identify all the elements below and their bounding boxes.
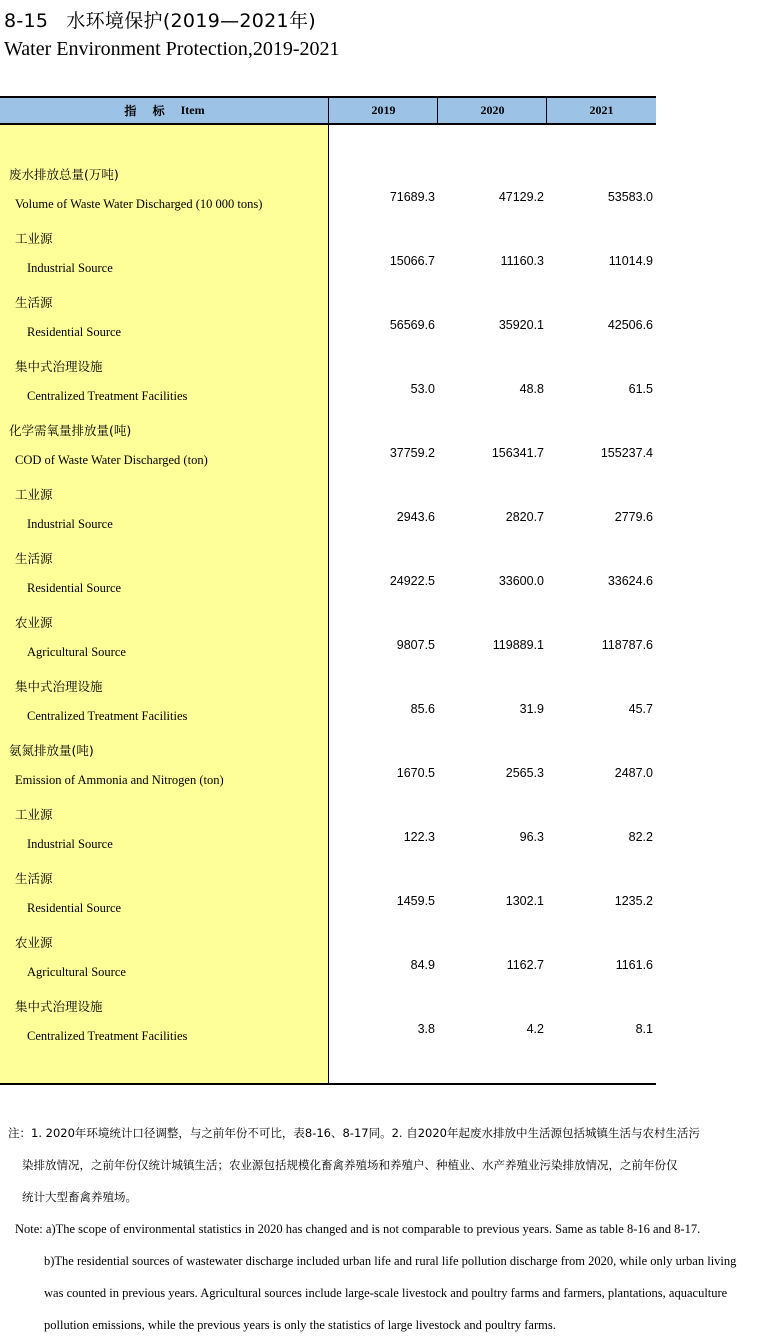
note-en-line-3: was counted in previous years. Agricultural sources include large-scale livestock and poultry farms and farmers, plantations, aquaculture	[44, 1286, 728, 1300]
row-label-cn: 工业源	[15, 231, 53, 246]
row-label-en: Agricultural Source	[27, 645, 126, 659]
table-bottom-rule	[0, 1083, 656, 1085]
cell-2020: 156341.7	[491, 446, 544, 460]
row-label-cn: 废水排放总量(万吨)	[9, 167, 119, 182]
cell-2020: 2820.7	[505, 510, 544, 524]
row-label-en: Industrial Source	[27, 837, 113, 851]
note-cn-line-3: 统计大型畜禽养殖场。	[22, 1190, 137, 1204]
row-label-en: Centralized Treatment Facilities	[27, 389, 188, 403]
header-divider	[546, 96, 547, 125]
row-label-cn: 生活源	[15, 871, 53, 886]
header-year-2019: 2019	[371, 103, 396, 117]
cell-2020: 33600.0	[498, 574, 544, 588]
cell-2019: 84.9	[410, 958, 435, 972]
row-label-en: Residential Source	[27, 325, 122, 339]
cell-2019: 9807.5	[396, 638, 435, 652]
cell-2021: 42506.6	[607, 318, 653, 332]
cell-2021: 61.5	[628, 382, 653, 396]
row-label-en: Volume of Waste Water Discharged (10 000 tons)	[15, 197, 263, 211]
cell-2021: 2779.6	[614, 510, 653, 524]
row-label-cn: 工业源	[15, 807, 53, 822]
cell-2019: 122.3	[403, 830, 435, 844]
cell-2019: 37759.2	[389, 446, 435, 460]
cell-2020: 1162.7	[506, 958, 544, 972]
cell-2019: 85.6	[410, 702, 435, 716]
note-cn-line-2: 染排放情况，之前年份仅统计城镇生活；农业源包括规模化畜禽养殖场和养殖户、种植业、水产养殖业污染排放情况，之前年份仅	[22, 1158, 678, 1172]
table-number: 8-15	[4, 10, 49, 32]
cell-2020: 47129.2	[498, 190, 544, 204]
cell-2019: 1459.5	[396, 894, 435, 908]
cell-2021: 118787.6	[601, 638, 653, 652]
column-divider	[328, 96, 329, 1084]
cell-2019: 56569.6	[389, 318, 435, 332]
note-en-line-1: Note: a)The scope of environmental statistics in 2020 has changed and is not comparable to previous years. Same as table 8-16 and 8-17.	[15, 1222, 701, 1236]
cell-2020: 1302.1	[505, 894, 544, 908]
page-title-cn	[4, 6, 316, 33]
cell-2020: 48.8	[519, 382, 544, 396]
title-cn-text: 水环境保护(2019—2021年)	[66, 10, 316, 32]
cell-2020: 119889.1	[492, 638, 544, 652]
row-label-cn: 生活源	[15, 295, 53, 310]
cell-2021: 82.2	[628, 830, 653, 844]
row-label-en: Residential Source	[27, 581, 122, 595]
row-label-cn: 农业源	[15, 615, 53, 630]
cell-2019: 3.8	[417, 1022, 435, 1036]
cell-2019: 24922.5	[389, 574, 435, 588]
row-label-en: COD of Waste Water Discharged (ton)	[15, 453, 208, 467]
row-label-en: Industrial Source	[27, 517, 113, 531]
row-label-en: Emission of Ammonia and Nitrogen (ton)	[15, 773, 224, 787]
row-label-cn: 化学需氧量排放量(吨)	[9, 423, 132, 438]
page-title-en: Water Environment Protection,2019-2021	[4, 38, 340, 60]
cell-2021: 53583.0	[607, 190, 653, 204]
header-item-en: Item	[180, 103, 205, 117]
row-label-cn: 集中式治理设施	[15, 679, 103, 694]
cell-2021: 8.1	[635, 1022, 653, 1036]
cell-2020: 2565.3	[505, 766, 544, 780]
row-label-cn: 农业源	[15, 935, 53, 950]
row-label-en: Centralized Treatment Facilities	[27, 709, 188, 723]
cell-2021: 1161.6	[615, 958, 653, 972]
header-item	[0, 96, 329, 125]
note-en-line-4: pollution emissions, while the previous years is only the statistics of large livestock and poultry farms.	[44, 1318, 556, 1332]
cell-2021: 1235.2	[614, 894, 653, 908]
cell-2019: 53.0	[410, 382, 435, 396]
cell-2021: 45.7	[628, 702, 653, 716]
cell-2020: 35920.1	[498, 318, 544, 332]
row-label-cn: 生活源	[15, 551, 53, 566]
header-year-2021: 2021	[589, 103, 614, 117]
cell-2019: 15066.7	[389, 254, 435, 268]
cell-2021: 33624.6	[607, 574, 653, 588]
row-label-cn: 氨氮排放量(吨)	[9, 743, 94, 758]
cell-2021: 11014.9	[608, 254, 653, 268]
row-label-cn: 集中式治理设施	[15, 359, 103, 374]
row-label-cn: 集中式治理设施	[15, 999, 103, 1014]
cell-2021: 155237.4	[600, 446, 653, 460]
row-label-en: Industrial Source	[27, 261, 113, 275]
cell-2019: 71689.3	[389, 190, 435, 204]
header-divider	[437, 96, 438, 125]
cell-2019: 2943.6	[396, 510, 435, 524]
row-label-en: Centralized Treatment Facilities	[27, 1029, 188, 1043]
row-label-en: Residential Source	[27, 901, 122, 915]
note-cn-line-1: 注：1. 2020年环境统计口径调整，与之前年份不可比，表8-16、8-17同。2. 自2020年起废水排放中生活源包括城镇生活与农村生活污	[8, 1126, 700, 1140]
note-en-line-2: b)The residential sources of wastewater discharge included urban life and rural life pollution discharge from 2020, while only urban living	[44, 1254, 737, 1268]
row-label-cn: 工业源	[15, 487, 53, 502]
cell-2020: 96.3	[519, 830, 544, 844]
header-year-2020: 2020	[480, 103, 505, 117]
cell-2021: 2487.0	[614, 766, 653, 780]
cell-2019: 1670.5	[396, 766, 435, 780]
cell-2020: 11160.3	[500, 254, 544, 268]
row-label-en: Agricultural Source	[27, 965, 126, 979]
header-item-cn: 指 标	[124, 104, 171, 118]
cell-2020: 4.2	[526, 1022, 544, 1036]
cell-2020: 31.9	[519, 702, 544, 716]
